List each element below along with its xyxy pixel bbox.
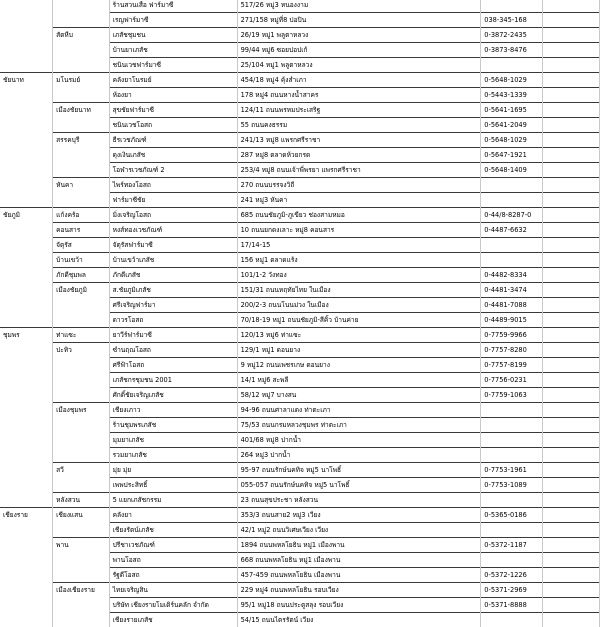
- province-cell: [0, 358, 53, 373]
- phone-cell: 0-7759-9966: [481, 328, 543, 343]
- phone-cell: 0-4489-9015: [481, 313, 543, 328]
- extra-cell: [542, 268, 599, 283]
- address-cell: 75/53 ถนนกรมหลวงชุมพร ท่าตะเภา: [237, 418, 481, 433]
- pharmacy-name-cell: สุขชัยฟาร์มาซี: [109, 103, 237, 118]
- phone-cell: 0-5648-1029: [481, 133, 543, 148]
- province-cell: [0, 43, 53, 58]
- phone-cell: 0-7753-1961: [481, 463, 543, 478]
- pharmacy-name-cell: หงส์ทองเวชภัณฑ์: [109, 223, 237, 238]
- phone-cell: [481, 0, 543, 13]
- address-cell: 517/26 หมู่3 หนองงาม: [237, 0, 481, 13]
- table-row: [0, 13, 600, 28]
- extra-cell: [542, 298, 599, 313]
- extra-cell: [542, 388, 599, 403]
- district-cell: [53, 193, 110, 208]
- extra-cell: [542, 223, 599, 238]
- extra-cell: [542, 538, 599, 553]
- district-cell: [53, 313, 110, 328]
- table-row: [0, 448, 600, 463]
- province-cell: [0, 13, 53, 28]
- table-row: [0, 0, 600, 13]
- province-cell: [0, 133, 53, 148]
- province-cell: ชัยนาท: [0, 73, 53, 88]
- province-cell: [0, 433, 53, 448]
- address-cell: 454/18 หมู่4 คุ้งสำเภา: [237, 73, 481, 88]
- table-row: [0, 193, 600, 208]
- pharmacy-name-cell: เชียงเภาว: [109, 403, 237, 418]
- phone-cell: 0-7757-8280: [481, 343, 543, 358]
- extra-cell: [542, 343, 599, 358]
- pharmacy-name-cell: คลังยา: [109, 508, 237, 523]
- address-cell: 70/18-19 หมู่1 ถนนชัยภูมิ-สีคิ้ว บ้านค่าย: [237, 313, 481, 328]
- phone-cell: [481, 523, 543, 538]
- district-cell: [53, 58, 110, 73]
- address-cell: 124/11 ถนนพรหมประเสริฐ: [237, 103, 481, 118]
- district-cell: เมืองเชียงราย: [53, 583, 110, 598]
- extra-cell: [542, 433, 599, 448]
- table-row: [0, 328, 600, 343]
- district-cell: [53, 298, 110, 313]
- pharmacy-name-cell: เชียงรัตน์เภสัช: [109, 523, 237, 538]
- district-cell: ภักดีชุมพล: [53, 268, 110, 283]
- phone-cell: 0-5648-1029: [481, 73, 543, 88]
- phone-cell: [481, 613, 543, 627]
- table-row: [0, 178, 600, 193]
- district-cell: [53, 553, 110, 568]
- extra-cell: [542, 508, 599, 523]
- extra-cell: [542, 493, 599, 508]
- district-cell: เมืองชัยนาท: [53, 103, 110, 118]
- province-cell: [0, 88, 53, 103]
- table-row: [0, 538, 600, 553]
- pharmacy-name-cell: ไพร์ทองโอสถ: [109, 178, 237, 193]
- extra-cell: [542, 163, 599, 178]
- district-cell: สรรคบุรี: [53, 133, 110, 148]
- table-row: [0, 298, 600, 313]
- pharmacy-name-cell: ชนินเวชโอสถ: [109, 118, 237, 133]
- pharmacy-name-cell: ศักดิ์ชัยเจริญเภสัช: [109, 388, 237, 403]
- extra-cell: [542, 118, 599, 133]
- district-cell: [53, 523, 110, 538]
- table-row: [0, 418, 600, 433]
- extra-cell: [542, 88, 599, 103]
- address-cell: 25/104 หมู่1 พลูตาหลวง: [237, 58, 481, 73]
- pharmacy-name-cell: ดุงเงินเภสัช: [109, 148, 237, 163]
- address-cell: 151/31 ถนนหฤทัยไทย ในเมือง: [237, 283, 481, 298]
- table-row: [0, 238, 600, 253]
- pharmacy-name-cell: เภสัชชุมชน: [109, 28, 237, 43]
- extra-cell: [542, 283, 599, 298]
- extra-cell: [542, 133, 599, 148]
- province-cell: [0, 613, 53, 627]
- address-cell: 156 หมู่1 ตลาดแร้ง: [237, 253, 481, 268]
- province-cell: [0, 148, 53, 163]
- province-cell: [0, 28, 53, 43]
- district-cell: หลังสวน: [53, 493, 110, 508]
- district-cell: [53, 568, 110, 583]
- province-cell: [0, 568, 53, 583]
- province-cell: [0, 448, 53, 463]
- address-cell: 94-96 ถนนศาลาแดง ท่าตะเภา: [237, 403, 481, 418]
- extra-cell: [542, 463, 599, 478]
- table-row: [0, 283, 600, 298]
- district-cell: หันคา: [53, 178, 110, 193]
- table-row: [0, 478, 600, 493]
- province-cell: [0, 103, 53, 118]
- district-cell: [53, 118, 110, 133]
- phone-cell: [481, 418, 543, 433]
- address-cell: 23 ถนนสุขประชา หลังสวน: [237, 493, 481, 508]
- province-cell: [0, 283, 53, 298]
- province-cell: [0, 298, 53, 313]
- extra-cell: [542, 73, 599, 88]
- phone-cell: 0-7759-1063: [481, 388, 543, 403]
- table-row: [0, 103, 600, 118]
- district-cell: คอนสาร: [53, 223, 110, 238]
- table-row: [0, 508, 600, 523]
- address-cell: 178 หมู่4 ถนนหางน้ำสาคร: [237, 88, 481, 103]
- extra-cell: [542, 0, 599, 13]
- district-cell: ปะทิว: [53, 343, 110, 358]
- province-cell: เชียงราย: [0, 508, 53, 523]
- pharmacy-name-cell: ร้านชุมพรเภสัช: [109, 418, 237, 433]
- pharmacy-name-cell: ไทยเจริญสิน: [109, 583, 237, 598]
- pharmacy-name-cell: ดาวรโอสถ: [109, 313, 237, 328]
- pharmacy-name-cell: ธีรเวชภัณฑ์: [109, 133, 237, 148]
- phone-cell: 0-5647-1921: [481, 148, 543, 163]
- address-cell: 10 ถนนยกดงเลาะ หมู่8 คอนสาร: [237, 223, 481, 238]
- address-cell: 457-459 ถนนพหลโยธิน เมืองพาน: [237, 568, 481, 583]
- extra-cell: [542, 103, 599, 118]
- phone-cell: 0-5365-0186: [481, 508, 543, 523]
- table-row: [0, 523, 600, 538]
- address-cell: 120/13 หมู่6 ท่าแซะ: [237, 328, 481, 343]
- extra-cell: [542, 418, 599, 433]
- pharmacy-name-cell: ร้านสวนเสือ ฟาร์มาซี: [109, 0, 237, 13]
- table-row: [0, 388, 600, 403]
- phone-cell: [481, 58, 543, 73]
- district-cell: แก้งคร้อ: [53, 208, 110, 223]
- phone-cell: 0-4482-8334: [481, 268, 543, 283]
- province-cell: [0, 523, 53, 538]
- province-cell: ชัยภูมิ: [0, 208, 53, 223]
- province-cell: [0, 478, 53, 493]
- phone-cell: [481, 433, 543, 448]
- district-cell: สัตหีบ: [53, 28, 110, 43]
- address-cell: 685 ถนนชัยภูมิ-ภูเขียว ช่องสามหมอ: [237, 208, 481, 223]
- province-cell: [0, 193, 53, 208]
- extra-cell: [542, 208, 599, 223]
- pharmacy-name-cell: จัตุรัสฟาร์มาซี: [109, 238, 237, 253]
- pharmacy-name-cell: เพพประสิทธิ์: [109, 478, 237, 493]
- extra-cell: [542, 13, 599, 28]
- pharmacy-name-cell: พานโอสถ: [109, 553, 237, 568]
- province-cell: [0, 238, 53, 253]
- address-cell: 264 หมู่3 ปากน้ำ: [237, 448, 481, 463]
- phone-cell: 0-5371-2969: [481, 583, 543, 598]
- pharmacy-name-cell: คลังยาโนรมย์: [109, 73, 237, 88]
- province-cell: [0, 598, 53, 613]
- extra-cell: [542, 598, 599, 613]
- address-cell: 129/1 หมู่1 ดอนยาง: [237, 343, 481, 358]
- province-cell: [0, 583, 53, 598]
- extra-cell: [542, 373, 599, 388]
- phone-cell: [481, 193, 543, 208]
- district-cell: [53, 13, 110, 28]
- phone-cell: 0-44/8-8287-0: [481, 208, 543, 223]
- table-row: [0, 583, 600, 598]
- phone-cell: [481, 448, 543, 463]
- address-cell: 26/19 หมู่1 พลูตาหลวง: [237, 28, 481, 43]
- province-cell: [0, 253, 53, 268]
- address-cell: 42/1 หมู่2 ถนนวิเศษเวียง เวียง: [237, 523, 481, 538]
- table-row: [0, 373, 600, 388]
- pharmacy-name-cell: เรญฟาร์มาซี: [109, 13, 237, 28]
- province-cell: [0, 343, 53, 358]
- address-cell: 270 ถนนบรรจงวิถี: [237, 178, 481, 193]
- phone-cell: [481, 253, 543, 268]
- pharmacy-name-cell: บ้านเขว้าเภสัช: [109, 253, 237, 268]
- district-cell: [53, 148, 110, 163]
- province-cell: [0, 493, 53, 508]
- pharmacy-name-cell: มุมยาเภสัช: [109, 433, 237, 448]
- pharmacy-name-cell: บริษัท เชียงรายโมเดิร์นคลัก จำกัด: [109, 598, 237, 613]
- pharmacy-name-cell: ยาวีร์ฟาร์มาซี: [109, 328, 237, 343]
- extra-cell: [542, 583, 599, 598]
- extra-cell: [542, 253, 599, 268]
- district-cell: บ้านเขว้า: [53, 253, 110, 268]
- pharmacy-name-cell: ศรีเจริญฟาร์มา: [109, 298, 237, 313]
- district-cell: [53, 598, 110, 613]
- extra-cell: [542, 193, 599, 208]
- address-cell: 54/15 ถนนไตรรัตน์ เวียง: [237, 613, 481, 627]
- province-cell: [0, 313, 53, 328]
- address-cell: 17/14-15: [237, 238, 481, 253]
- phone-cell: 0-4481-3474: [481, 283, 543, 298]
- address-cell: 99/44 หมู่6 ซอยปอปเก้: [237, 43, 481, 58]
- district-cell: สวี: [53, 463, 110, 478]
- pharmacy-name-cell: เชียงรายเภสัช: [109, 613, 237, 627]
- district-cell: [53, 358, 110, 373]
- province-cell: [0, 223, 53, 238]
- province-cell: [0, 463, 53, 478]
- province-cell: [0, 0, 53, 13]
- pharmacy-name-cell: รวมยาเภสัช: [109, 448, 237, 463]
- pharmacy-name-cell: บ้านยาเภสัช: [109, 43, 237, 58]
- address-cell: 241 หมู่3 หันคา: [237, 193, 481, 208]
- address-cell: 253/4 หมู่8 ถนนเจ้าพี่พรยา แพรกศรีราชา: [237, 163, 481, 178]
- address-cell: 14/1 หมู่6 สะพลี: [237, 373, 481, 388]
- address-cell: 055-057 ถนนรักษ์นคทิจ หมู่5 นาโพธิ์: [237, 478, 481, 493]
- table-row: [0, 463, 600, 478]
- district-cell: มโนรมย์: [53, 73, 110, 88]
- district-cell: [53, 388, 110, 403]
- district-cell: [53, 478, 110, 493]
- phone-cell: 0-5371-8888: [481, 598, 543, 613]
- phone-cell: 0-5372-1226: [481, 568, 543, 583]
- extra-cell: [542, 328, 599, 343]
- district-cell: [53, 88, 110, 103]
- phone-cell: [481, 553, 543, 568]
- pharmacy-name-cell: เภสัชกรชุมชน 2001: [109, 373, 237, 388]
- district-cell: เชียงแสน: [53, 508, 110, 523]
- province-cell: [0, 268, 53, 283]
- table-row: [0, 598, 600, 613]
- table-row: [0, 403, 600, 418]
- province-cell: [0, 118, 53, 133]
- district-cell: [53, 0, 110, 13]
- table-row: [0, 268, 600, 283]
- address-cell: 271/158 หมู่ที่8 ปอปิน: [237, 13, 481, 28]
- phone-cell: 0-3873-8476: [481, 43, 543, 58]
- table-row: [0, 163, 600, 178]
- address-cell: 229 หมู่4 ถนนพหลโยธิน รอบเวียง: [237, 583, 481, 598]
- address-cell: 200/2-3 ถนนโนนม่วง ในเมือง: [237, 298, 481, 313]
- phone-cell: [481, 238, 543, 253]
- address-cell: 55 ถนนคงธรรม: [237, 118, 481, 133]
- phone-cell: 0-7756-0231: [481, 373, 543, 388]
- extra-cell: [542, 613, 599, 627]
- pharmacy-name-cell: ภักดีเภสัช: [109, 268, 237, 283]
- address-cell: 95-97 ถนนรักษ์นคทิจ หมู่5 นาโพธิ์: [237, 463, 481, 478]
- address-cell: 241/13 หมู่8 แพรกศรีราชา: [237, 133, 481, 148]
- province-cell: [0, 58, 53, 73]
- address-cell: 95/1 หมู่18 ถนนประตูสลุง รอบเวียง: [237, 598, 481, 613]
- table-row: [0, 88, 600, 103]
- address-cell: 9 หมู่12 ถนนเพชรเกษ ดอนยาง: [237, 358, 481, 373]
- phone-cell: [481, 403, 543, 418]
- table-row: [0, 613, 600, 627]
- province-cell: [0, 373, 53, 388]
- table-row: [0, 223, 600, 238]
- extra-cell: [542, 178, 599, 193]
- pharmacy-name-cell: รัฐดีโอสถ: [109, 568, 237, 583]
- address-cell: 353/3 ถนนสาย2 หมู่3 เวียง: [237, 508, 481, 523]
- district-cell: พาน: [53, 538, 110, 553]
- district-cell: [53, 163, 110, 178]
- district-cell: เมืองชุมพร: [53, 403, 110, 418]
- province-cell: [0, 418, 53, 433]
- district-cell: [53, 613, 110, 627]
- extra-cell: [542, 568, 599, 583]
- phone-cell: 0-5641-2049: [481, 118, 543, 133]
- district-cell: เมืองชัยภูมิ: [53, 283, 110, 298]
- district-cell: [53, 433, 110, 448]
- table-row: [0, 73, 600, 88]
- phone-cell: 0-4481-7088: [481, 298, 543, 313]
- address-cell: 58/12 หมู่7 บางสน: [237, 388, 481, 403]
- table-row: [0, 28, 600, 43]
- pharmacy-name-cell: มิ่งเจริญโอสถ: [109, 208, 237, 223]
- table-row: [0, 358, 600, 373]
- table-row: [0, 433, 600, 448]
- pharmacy-name-cell: ปรีชาเวชภัณฑ์: [109, 538, 237, 553]
- pharmacy-name-cell: ซำนฤณโอสถ: [109, 343, 237, 358]
- pharmacy-name-cell: ห้องยา: [109, 88, 237, 103]
- pharmacy-name-cell: ส.ชัยภูมิเภสัช: [109, 283, 237, 298]
- phone-cell: 038-345-168: [481, 13, 543, 28]
- district-cell: [53, 373, 110, 388]
- address-cell: 1894 ถนนพหลโยธิน หมู่1 เมืองพาน: [237, 538, 481, 553]
- district-cell: [53, 43, 110, 58]
- pharmacy-name-cell: ศรีฟ้าโอสถ: [109, 358, 237, 373]
- extra-cell: [542, 448, 599, 463]
- extra-cell: [542, 28, 599, 43]
- pharmacy-name-cell: ชนินเวชฟาร์มาซี: [109, 58, 237, 73]
- phone-cell: 0-5372-1187: [481, 538, 543, 553]
- phone-cell: 0-5641-1695: [481, 103, 543, 118]
- province-cell: [0, 388, 53, 403]
- address-cell: 668 ถนนพหลโยธิน หมู่1 เมืองพาน: [237, 553, 481, 568]
- table-row: [0, 208, 600, 223]
- table-row: [0, 148, 600, 163]
- extra-cell: [542, 43, 599, 58]
- extra-cell: [542, 58, 599, 73]
- district-cell: จัตุรัส: [53, 238, 110, 253]
- province-cell: [0, 163, 53, 178]
- address-cell: 101/1-2 วังทอง: [237, 268, 481, 283]
- phone-cell: [481, 493, 543, 508]
- district-cell: ท่าแซะ: [53, 328, 110, 343]
- extra-cell: [542, 523, 599, 538]
- extra-cell: [542, 478, 599, 493]
- phone-cell: 0-5443-1339: [481, 88, 543, 103]
- extra-cell: [542, 403, 599, 418]
- province-cell: [0, 403, 53, 418]
- table-row: [0, 253, 600, 268]
- extra-cell: [542, 553, 599, 568]
- phone-cell: 0-4487-6632: [481, 223, 543, 238]
- phone-cell: 0-7753-1089: [481, 478, 543, 493]
- table-row: [0, 313, 600, 328]
- table-row: [0, 58, 600, 73]
- table-row: [0, 133, 600, 148]
- table-row: [0, 493, 600, 508]
- province-cell: [0, 178, 53, 193]
- phone-cell: 0-5648-1409: [481, 163, 543, 178]
- table-row: [0, 118, 600, 133]
- extra-cell: [542, 238, 599, 253]
- province-cell: ชุมพร: [0, 328, 53, 343]
- address-cell: 287 หมู่8 ตลาดห้วยกรด: [237, 148, 481, 163]
- extra-cell: [542, 358, 599, 373]
- phone-cell: [481, 178, 543, 193]
- pharmacy-name-cell: 5 แยกเภสัชกรรม: [109, 493, 237, 508]
- extra-cell: [542, 148, 599, 163]
- phone-cell: 0-3872-2435: [481, 28, 543, 43]
- phone-cell: 0-7757-8199: [481, 358, 543, 373]
- district-cell: [53, 448, 110, 463]
- pharmacy-name-cell: ฟาร์มาซีชัย: [109, 193, 237, 208]
- province-cell: [0, 553, 53, 568]
- province-cell: [0, 538, 53, 553]
- table-row: [0, 43, 600, 58]
- pharmacy-name-cell: โอฬารเวชภัณฑ์ 2: [109, 163, 237, 178]
- table-row: [0, 553, 600, 568]
- table-row: [0, 343, 600, 358]
- table-row: [0, 568, 600, 583]
- pharmacy-name-cell: มุ่ย มุ่ย: [109, 463, 237, 478]
- extra-cell: [542, 313, 599, 328]
- address-cell: 401/68 หมู่8 ปากน้ำ: [237, 433, 481, 448]
- district-cell: [53, 418, 110, 433]
